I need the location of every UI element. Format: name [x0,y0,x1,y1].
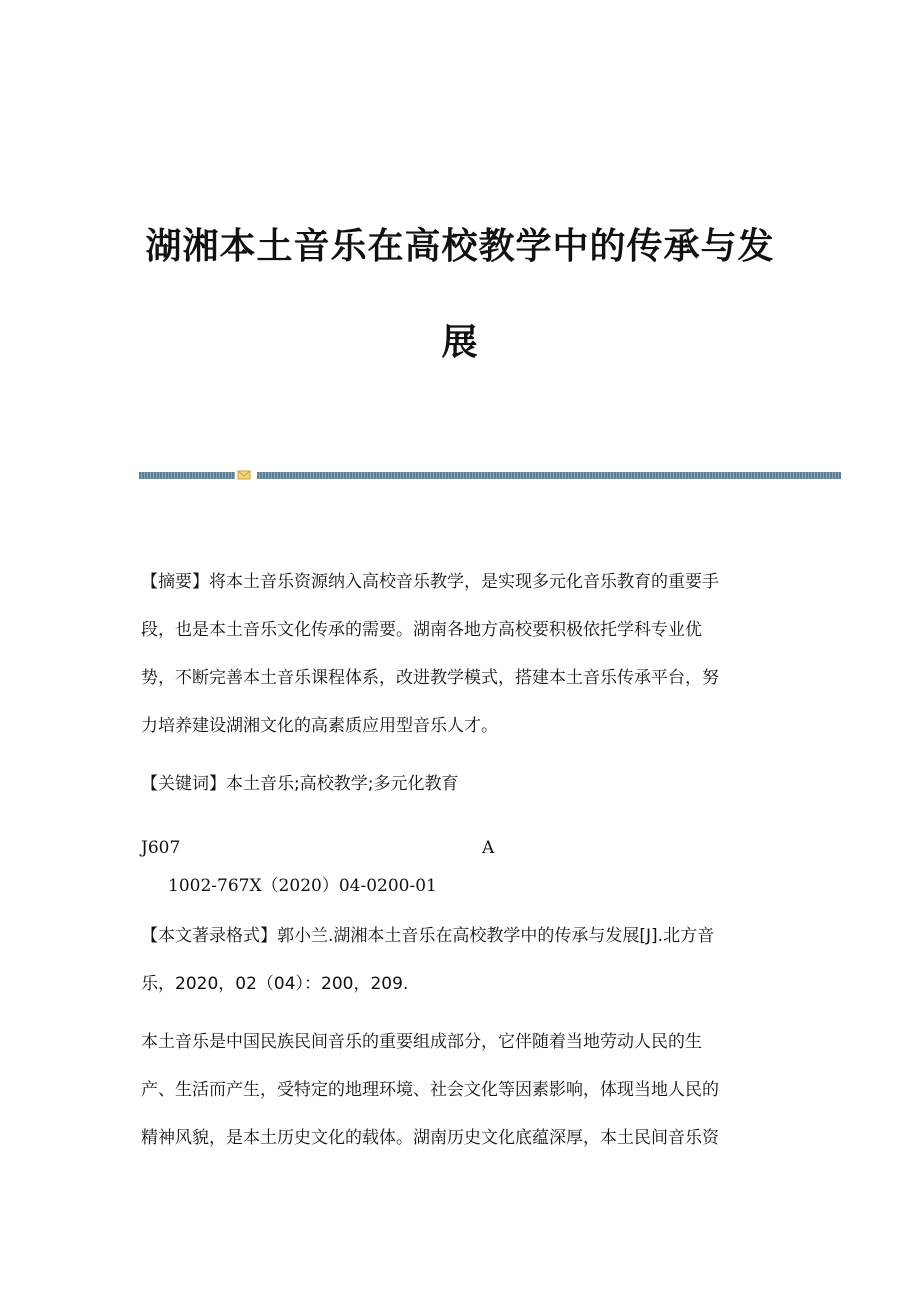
clc-number: J607 [141,838,181,858]
document-code: A [482,838,495,858]
citation-line: 【本文著录格式】郭小兰.湖湘本土音乐在高校教学中的传承与发展[J].北方音 [141,926,715,946]
title-divider [139,472,841,480]
body-line: 产、生活而产生，受特定的地理环境、社会文化等因素影响，体现当地人民的 [141,1080,719,1100]
divider-bar-left [139,472,235,479]
article-id: 1002-767X（2020）04-0200-01 [168,876,437,896]
divider-bar-right [257,472,841,479]
document-title-line-1: 湖湘本土音乐在高校教学中的传承与发 [145,226,775,267]
keywords [141,760,781,808]
abstract-line: 【摘要】将本土音乐资源纳入高校音乐教学，是实现多元化音乐教育的重要手 [141,572,719,592]
abstract [141,558,781,750]
body-line: 精神风貌，是本土历史文化的载体。湖南历史文化底蕴深厚，本土民间音乐资 [141,1128,719,1148]
body-paragraph [141,1018,781,1162]
citation-format [141,912,781,1008]
keywords-line: 【关键词】本土音乐;高校教学;多元化教育 [141,774,459,794]
envelope-ornament-icon [237,469,251,481]
body-line: 本土音乐是中国民族民间音乐的重要组成部分，它伴随着当地劳动人民的生 [141,1032,702,1052]
abstract-line: 势，不断完善本土音乐课程体系，改进教学模式，搭建本土音乐传承平台，努 [141,668,719,688]
abstract-line: 段，也是本土音乐文化传承的需要。湖南各地方高校要积极依托学科专业优 [141,620,702,640]
document-title-line-2: 展 [441,322,479,363]
abstract-line: 力培养建设湖湘文化的高素质应用型音乐人才。 [141,716,498,736]
citation-line: 乐，2020，02（04）：200，209. [141,974,409,994]
